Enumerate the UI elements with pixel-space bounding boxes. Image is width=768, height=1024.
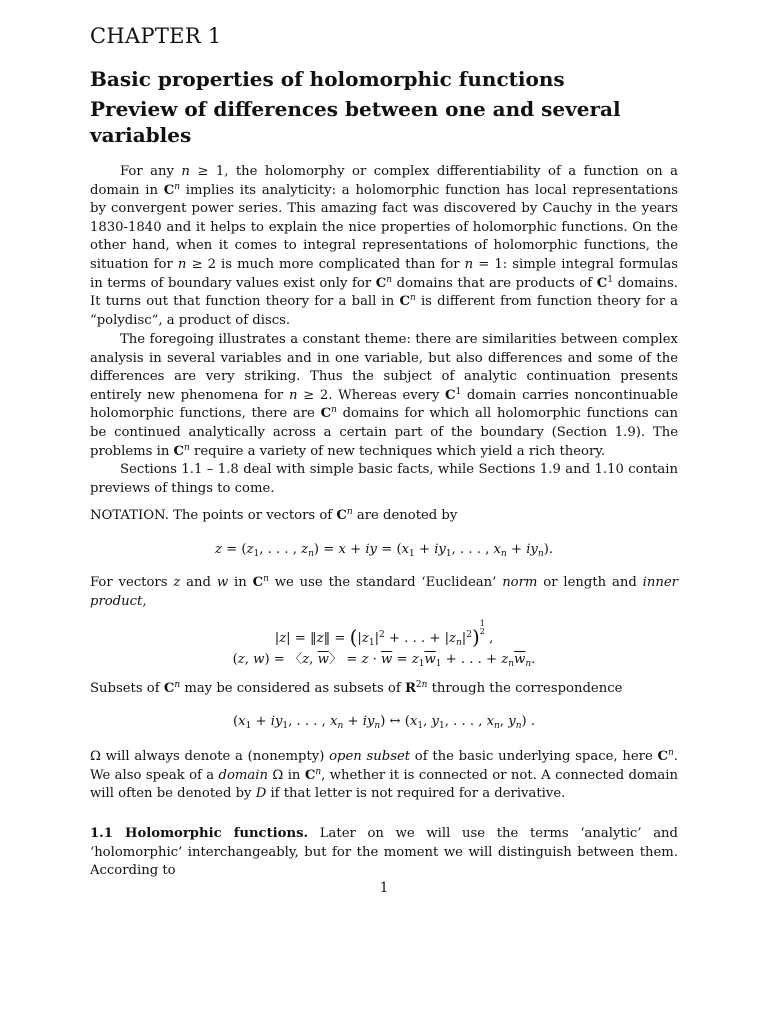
paragraph-norm: For vectors z and w in $C^n$ we use the standard ‘Euclidean’ norm or length and inner product, [90, 574, 678, 609]
paragraph-omega: Ω will always denote a (nonempty) open subset of the basic underlying space, here $C^n$. We also speak of a domain Ω in $C^n$, whether it is connected or not. A connected domain will often be denoted by D if that letter is not required for a derivative. [90, 748, 678, 802]
paragraph-foregoing: The foregoing illustrates a constant theme: there are similarities between complex analysis in several variables and in one variable, but also differences and some of the differences are very striking. Thus the subject of analytic continuation presents entirely new phenomena for n ≥ 2. Whereas every $C^1$ domain carries noncontinuable holomorphic functions, there are $C^n$ domains for which all holomorphic functions can be continued analytically across a certain part of the boundary (Section 1.9). The problems in $C^n$ require a variety of new techniques which yield a rich theory. [90, 332, 678, 459]
chapter-subtitle [90, 96, 690, 148]
paragraph-sections: Sections 1.1 – 1.8 deal with simple basic facts, while Sections 1.9 and 1.10 contain previews of things to come. [90, 462, 678, 496]
equation-inner-product: (z, w) = 〈z, $\overline{w}$〉 = $z \cdot \overline{w} = z_1\overline{w}_1$ + . . . + $z_n\overline{w}_n$. [232, 652, 536, 669]
chapter-subtitle-line1: Preview of differences between one and several [90, 97, 621, 121]
equation-vector: $z = (z_1$, . . . , $z_n) = x$ + iy = ($x_1 + iy_1$, . . . , $x_n + iy_n$). [214, 542, 554, 559]
page-number: 1 [379, 880, 389, 896]
chapter-title: Basic properties of holomorphic functions [90, 67, 565, 91]
notation-label: NOTATION. [90, 508, 169, 523]
paragraph-notation: NOTATION. The points or vectors of $C^n$ are denoted by [90, 507, 458, 523]
paragraph-holomorphic: 1.1 Holomorphic functions. Later on we will use the terms ‘analytic’ and ‘holomorphic’ interchangeably, but for the moment we will distinguish between them. According to [90, 826, 678, 879]
equation-correspondence: ($x_1 + iy_1$, . . . , $x_n + iy_n$) ↔ ($x_1$, $y_1$, . . . , $x_n$, $y_n$) . [232, 714, 536, 731]
paragraph-subsets: Subsets of $C^n$ may be considered as subsets of $R^{2n}$ through the correspondence [90, 680, 623, 696]
paragraph-intro: For any n ≥ 1, the holomorphy or complex differentiability of a function on a domain in $C^n$ implies its analyticity: a holomorphic function has local representations by convergent power series. This amazing fact was discovered by Cauchy in the years 1830-1840 and it helps to explain the nice properties of holomorphic functions. On the other hand, when it comes to integral representations of holomorphic functions, the situation for n ≥ 2 is much more complicated than for n = 1: simple integral formulas in terms of boundary values exist only for $C^n$ domains that are products of $C^1$ domains. It turns out that function theory for a ball in $C^n$ is different from function theory for a “polydisc”, a product of discs. [90, 164, 678, 328]
section-heading: 1.1 Holomorphic functions. [90, 826, 309, 841]
chapter-label: CHAPTER 1 [90, 24, 222, 48]
equation-norm: |z| = ‖z‖ = ($|z_1|^2$ + . . . + $|z_n|^2$) 1 2 , [274, 619, 494, 649]
chapter-subtitle-line2: variables [90, 123, 192, 147]
